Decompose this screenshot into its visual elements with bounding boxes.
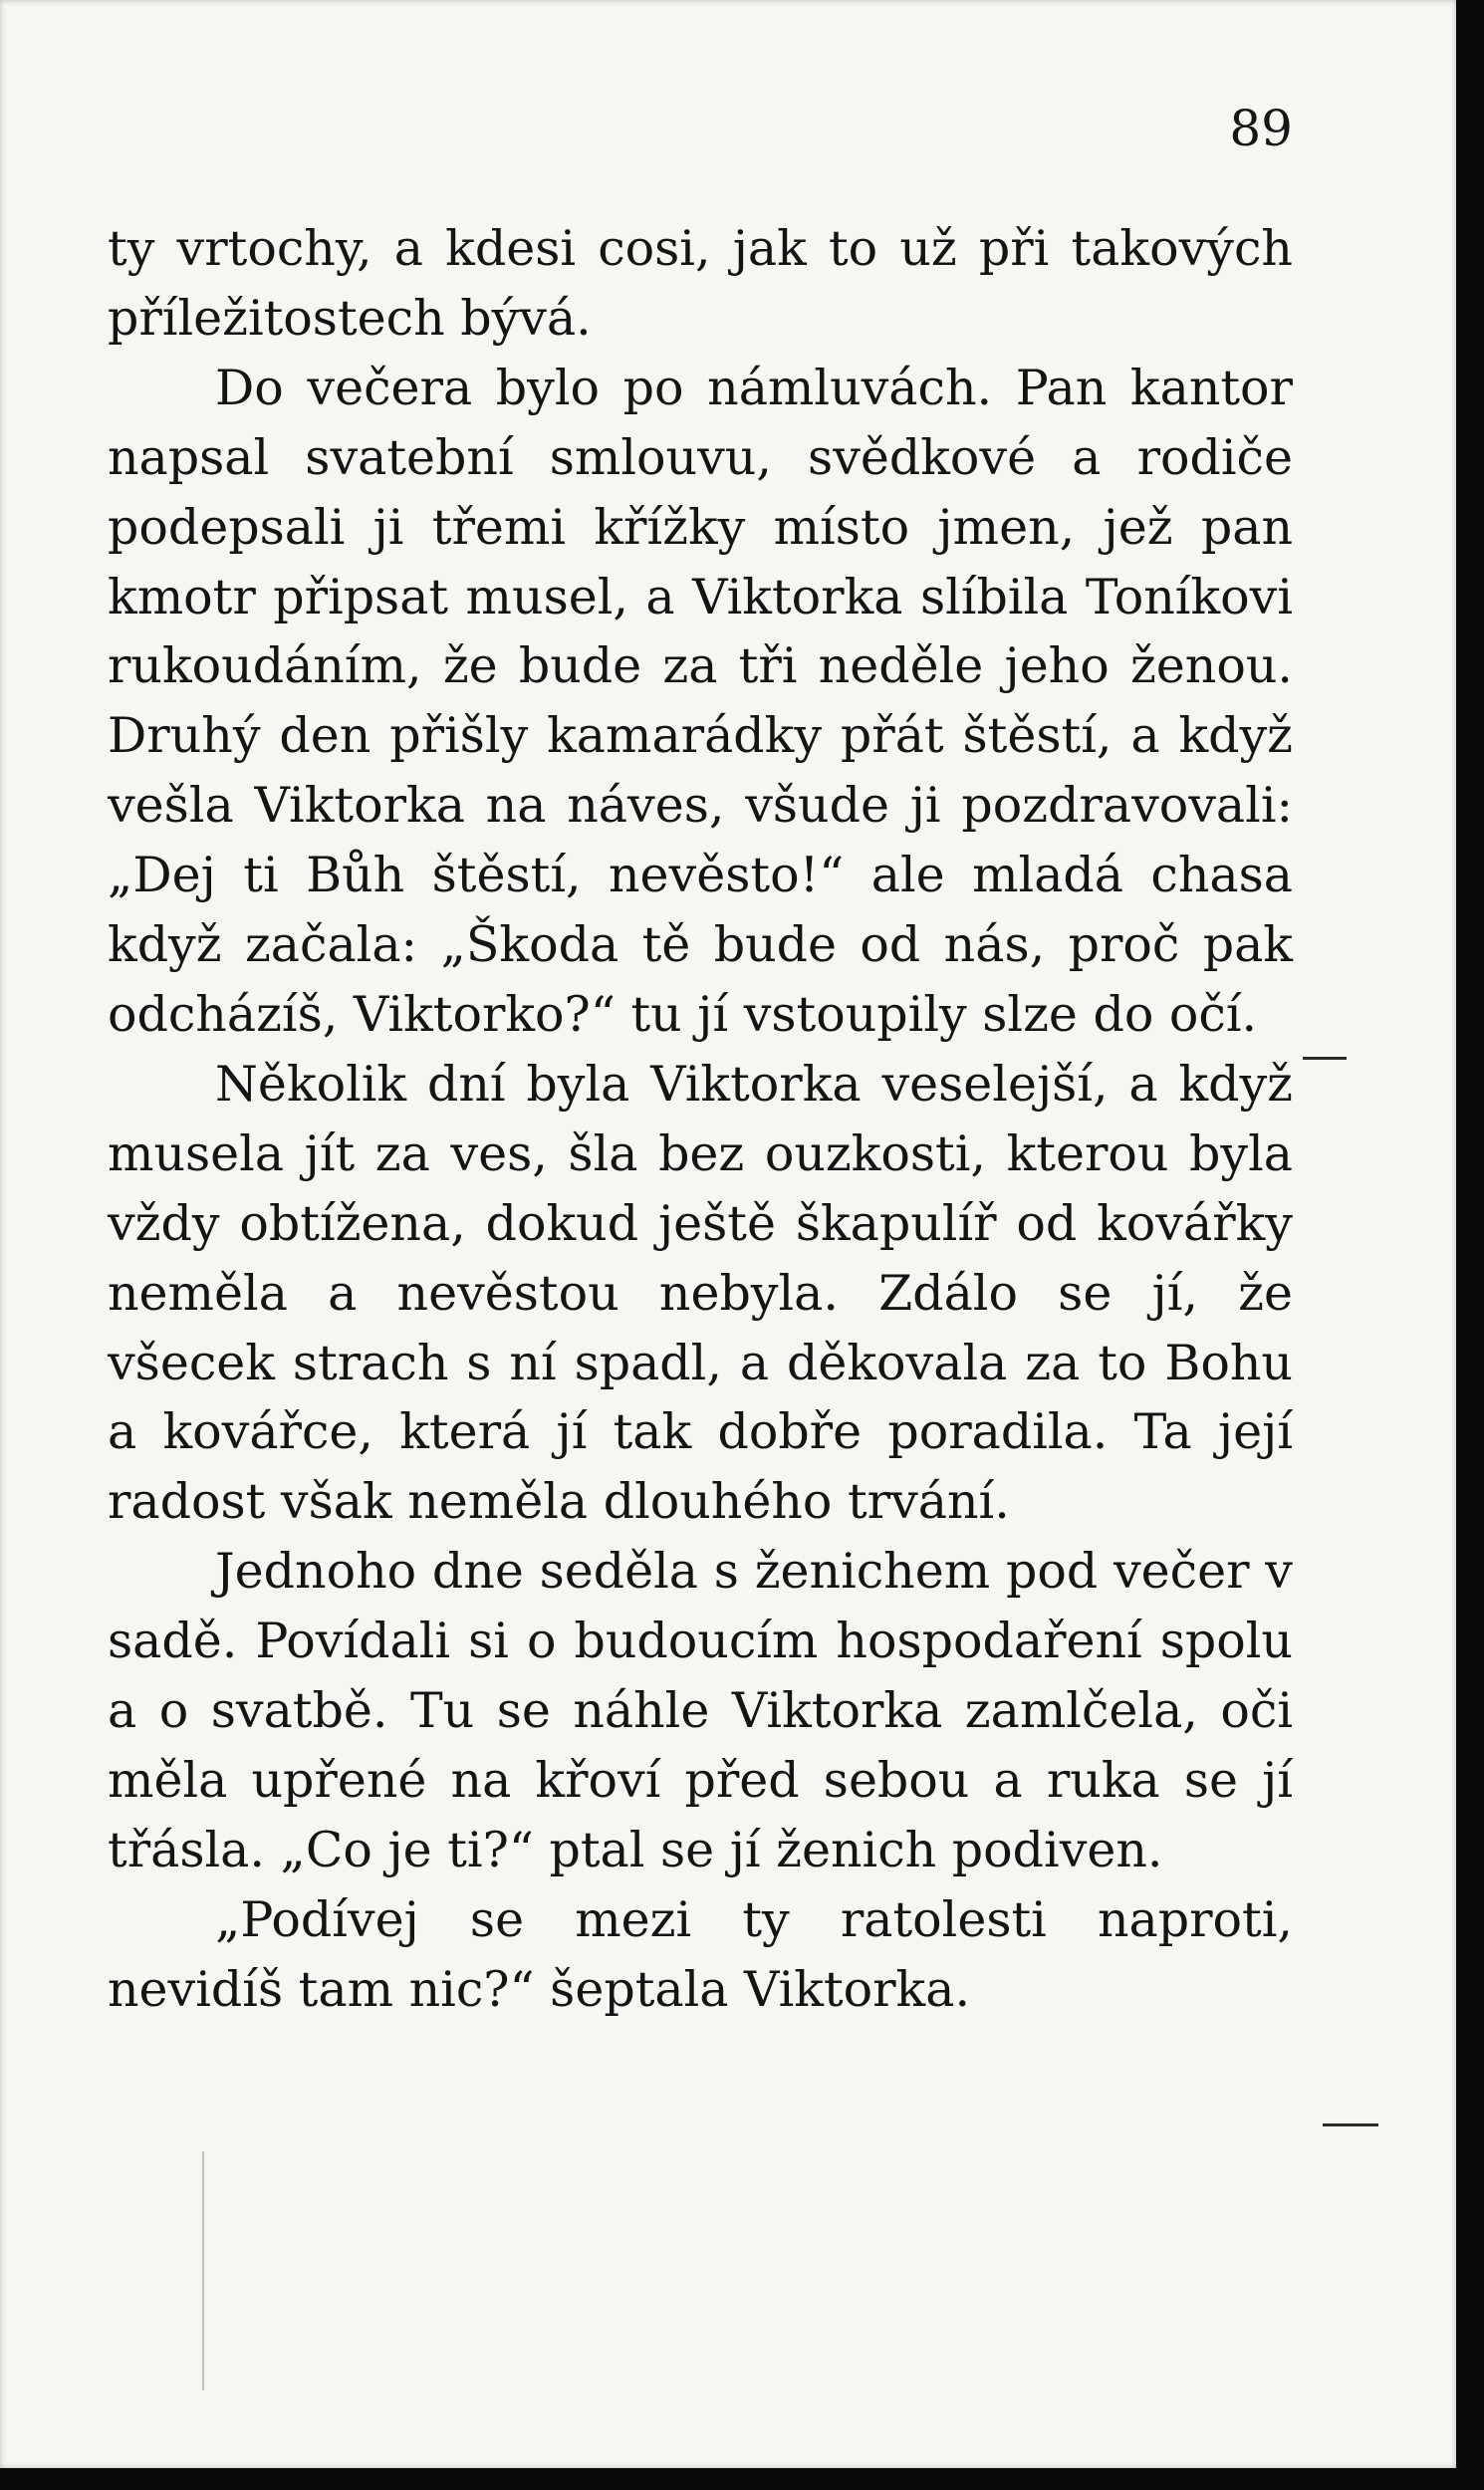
margin-pencil-mark [1323,2123,1378,2126]
scan-border-bottom [0,2468,1484,2490]
paragraph-2: Do večera bylo po námluvách. Pan kantor napsal svatební smlouvu, svědkové a rodiče podepsali ji třemi křížky místo jmen, jež pan kmotr připsat musel, a Viktorka slíbila Toníkovi rukoudáním, že bude za tři neděle jeho ženou. Druhý den přišly kamarádky přát štěstí, a když vešla Viktorka na náves, všude ji pozdravovali: „Dej ti Bůh štěstí, nevěsto!“ ale mladá chasa když začala: „Škoda tě bude od nás, proč pak odcházíš, Viktorko?“ tu jí vstoupily slze do očí. [108,359,1293,1043]
paragraph-3: Několik dní byla Viktorka veselejší, a když musela jít za ves, šla bez ouzkosti, kterou byla vždy obtížena, dokud ještě škapulíř od kovářky neměla a nevěstou nebyla. Zdálo se jí, že všecek strach s ní spadl, a děkovala za to Bohu a kovářce, která jí tak dobře poradila. Ta její radost však neměla dlouhého trvání. [108,1055,1293,1531]
page-number: 89 [1229,100,1293,157]
paragraph-5: „Podívej se mezi ty ratolesti naproti, nevidíš tam nic?“ šeptala Viktorka. [108,1890,1293,2018]
page-text [108,214,1293,2025]
paper-scratch-mark [202,2151,204,2390]
margin-pencil-mark [1303,1057,1347,1060]
scan-border-right [1456,0,1484,2490]
paragraph-1: ty vrtochy, a kdesi cosi, jak to už při takových příležitostech bývá. [108,220,1293,347]
paragraph-4: Jednoho dne seděla s ženichem pod večer v sadě. Povídali si o budoucím hospodaření spolu a o svatbě. Tu se náhle Viktorka zamlčela, oči měla upřené na křoví před sebou a ruka se jí třásla. „Co je ti?“ ptal se jí ženich podiven. [108,1543,1293,1878]
